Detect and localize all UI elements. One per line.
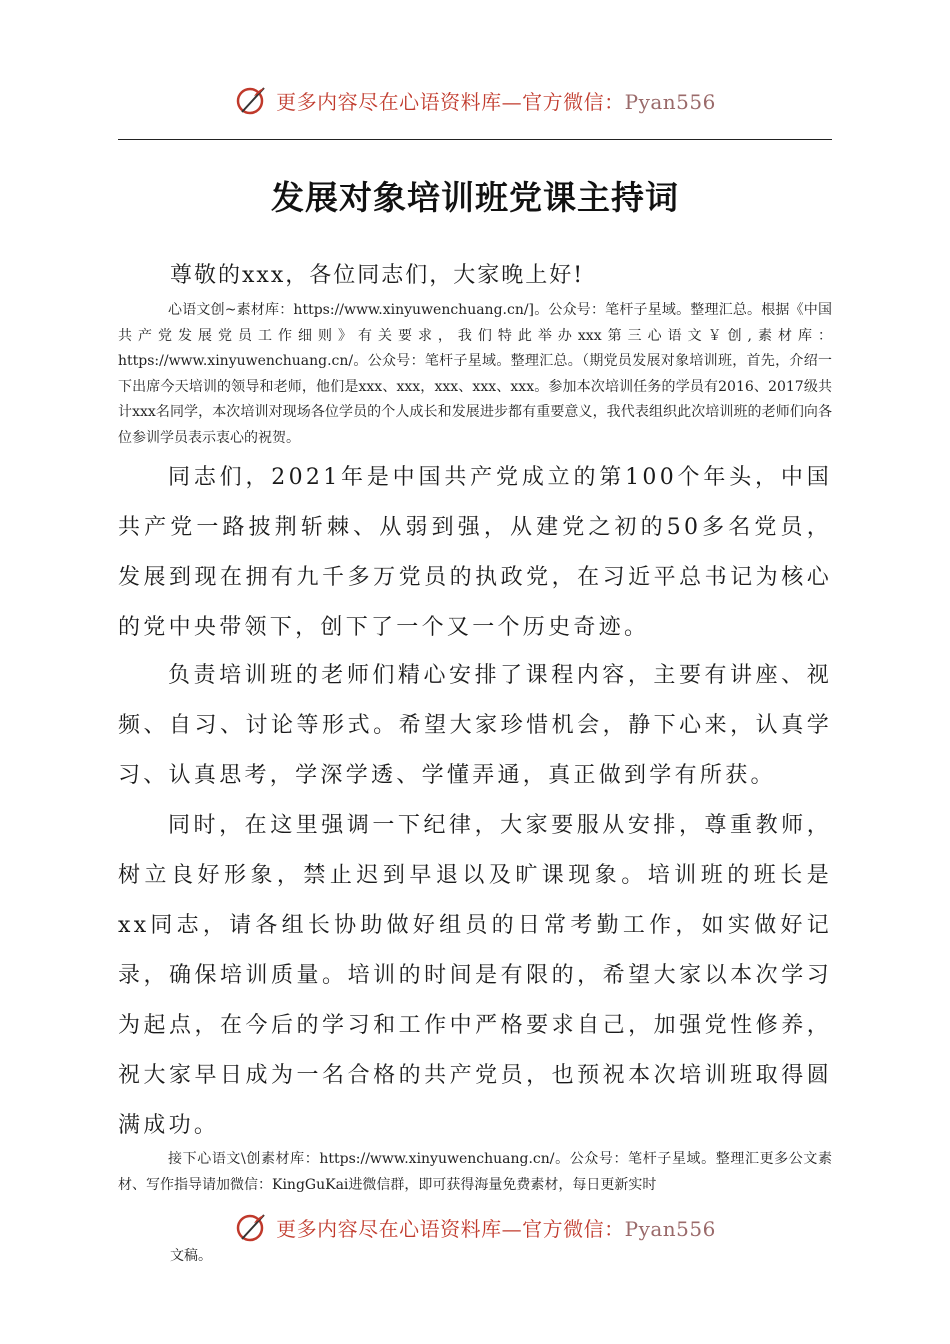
footer-banner-text: 更多内容尽在心语资料库—官方微信：Pyan556 [276, 1216, 716, 1241]
body-paragraph-3: 同时，在这里强调一下纪律，大家要服从安排，尊重教师，树立良好形象，禁止迟到早退以及旷课现象。培训班的班长是xx同志，请各组长协助做好组员的日常考勤工作，如实做好记录，确保培训质量。培训的时间是有限的，希望大家以本次学习为起点，在今后的学习和工作中严格要求自己，加强党性修养，祝大家早日成为一名合格的共产党员，也预祝本次培训班取得圆满成功。 [118, 813, 832, 1138]
wechat-id: Pyan556 [624, 1216, 716, 1241]
greeting: 尊敬的xxx，各位同志们，大家晚上好! [170, 263, 585, 288]
body-paragraph-2: 负责培训班的老师们精心安排了课程内容，主要有讲座、视频、自习、讨论等形式。希望大家珍惜机会，静下心来，认真学习、认真思考，学深学透、学懂弄通，真正做到学有所获。 [118, 663, 832, 788]
quill-pen-logo-icon [234, 82, 270, 118]
header-banner-text: 更多内容尽在心语资料库—官方微信：Pyan556 [276, 89, 716, 114]
body-paragraph-1: 同志们，2021年是中国共产党成立的第100个年头，中国共产党一路披荆斩棘、从弱到强，从建党之初的50多名党员，发展到现在拥有九千多万党员的执政党，在习近平总书记为核心的党中央带领下，创下了一个又一个历史奇迹。 [118, 465, 832, 640]
closing-paragraph: 接下心语文\创素材库：https://www.xinyuwenchuang.cn/。公众号：笔杆子星域。整理汇更多公文素材、写作指导请加微信：KingGuKai进微信群，即可获得海量免费素材，每日更新实时 [118, 1151, 832, 1193]
quill-pen-logo-icon [234, 1209, 270, 1245]
footer-banner [0, 1209, 950, 1245]
header-divider [118, 139, 832, 140]
wechat-id: Pyan556 [624, 89, 716, 114]
document-title: 发展对象培训班党课主持词 [271, 178, 679, 217]
header-banner [0, 82, 950, 118]
intro-paragraph: 心语文创~素材库：https://www.xinyuwenchuang.cn/]。公众号：笔杆子星域。整理汇总。根据《中国共产党发展党员工作细则》有关要求，我们特此举办xxx第三心语文￥创,素材库：https://www.xinyuwenchuang.cn/。公众号：笔杆子星域。整理汇总。（期党员发展对象培训班，首先，介绍一下出席今天培训的领导和老师，他们是xxx、xxx，xxx、xxx、xxx。参加本次培训任务的学员有2016、2017级共计xxx名同学，本次培训对现场各位学员的个人成长和发展进步都有重要意义，我代表组织此次培训班的老师们向各位参训学员表示衷心的祝贺。 [118, 302, 832, 446]
footer-tail-text: 文稿。 [170, 1248, 212, 1264]
